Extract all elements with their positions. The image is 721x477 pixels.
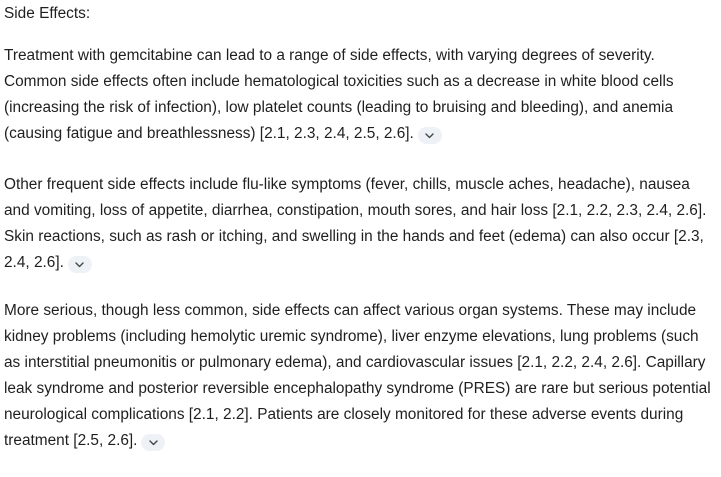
paragraph-hematological [4, 43, 716, 147]
paragraph-serious-effects [4, 298, 716, 453]
paragraph-text: More serious, though less common, side effects can affect various organ systems. These may include kidney problems (including hemolytic uremic syndrome), liver enzyme elevations, lung problems (such as interstitial pneumonitis or pulmonary edema), and cardiovascular issues [2.1, 2.2, 2.4, 2.6]. Capillary leak syndrome and posterior reversible encephalopathy syndrome (PRES) are rare but serious potential neurological complications [2.1, 2.2]. Patients are closely monitored for these adverse events during treatment [2.5, 2.6]. [4, 302, 711, 449]
paragraph-text: Other frequent side effects include flu-like symptoms (fever, chills, muscle aches, headache), nausea and vomiting, loss of appetite, diarrhea, constipation, mouth sores, and hair loss [2.1, 2.2, 2.3, 2.4, 2.6]. Skin reactions, such as rash or itching, and swelling in the hands and feet (edema) can also occur [2.3, 2.4, 2.6]. [4, 176, 707, 271]
chevron-down-icon [425, 133, 434, 139]
source-expand-button[interactable] [68, 256, 92, 273]
chevron-down-icon [149, 440, 158, 446]
source-expand-button[interactable] [418, 127, 442, 144]
paragraph-text: Treatment with gemcitabine can lead to a range of side effects, with varying degrees of severity. Common side effects often include hematological toxicities such as a decrease in white blood cells (increasing the risk of infection), low platelet counts (leading to bruising and bleeding), and anemia (causing fatigue and breathlessness) [2.1, 2.3, 2.4, 2.5, 2.6]. [4, 47, 674, 142]
source-expand-button[interactable] [141, 434, 165, 451]
chevron-down-icon [75, 262, 84, 268]
section-heading: Side Effects: [4, 5, 91, 22]
paragraph-frequent-effects [4, 172, 716, 276]
